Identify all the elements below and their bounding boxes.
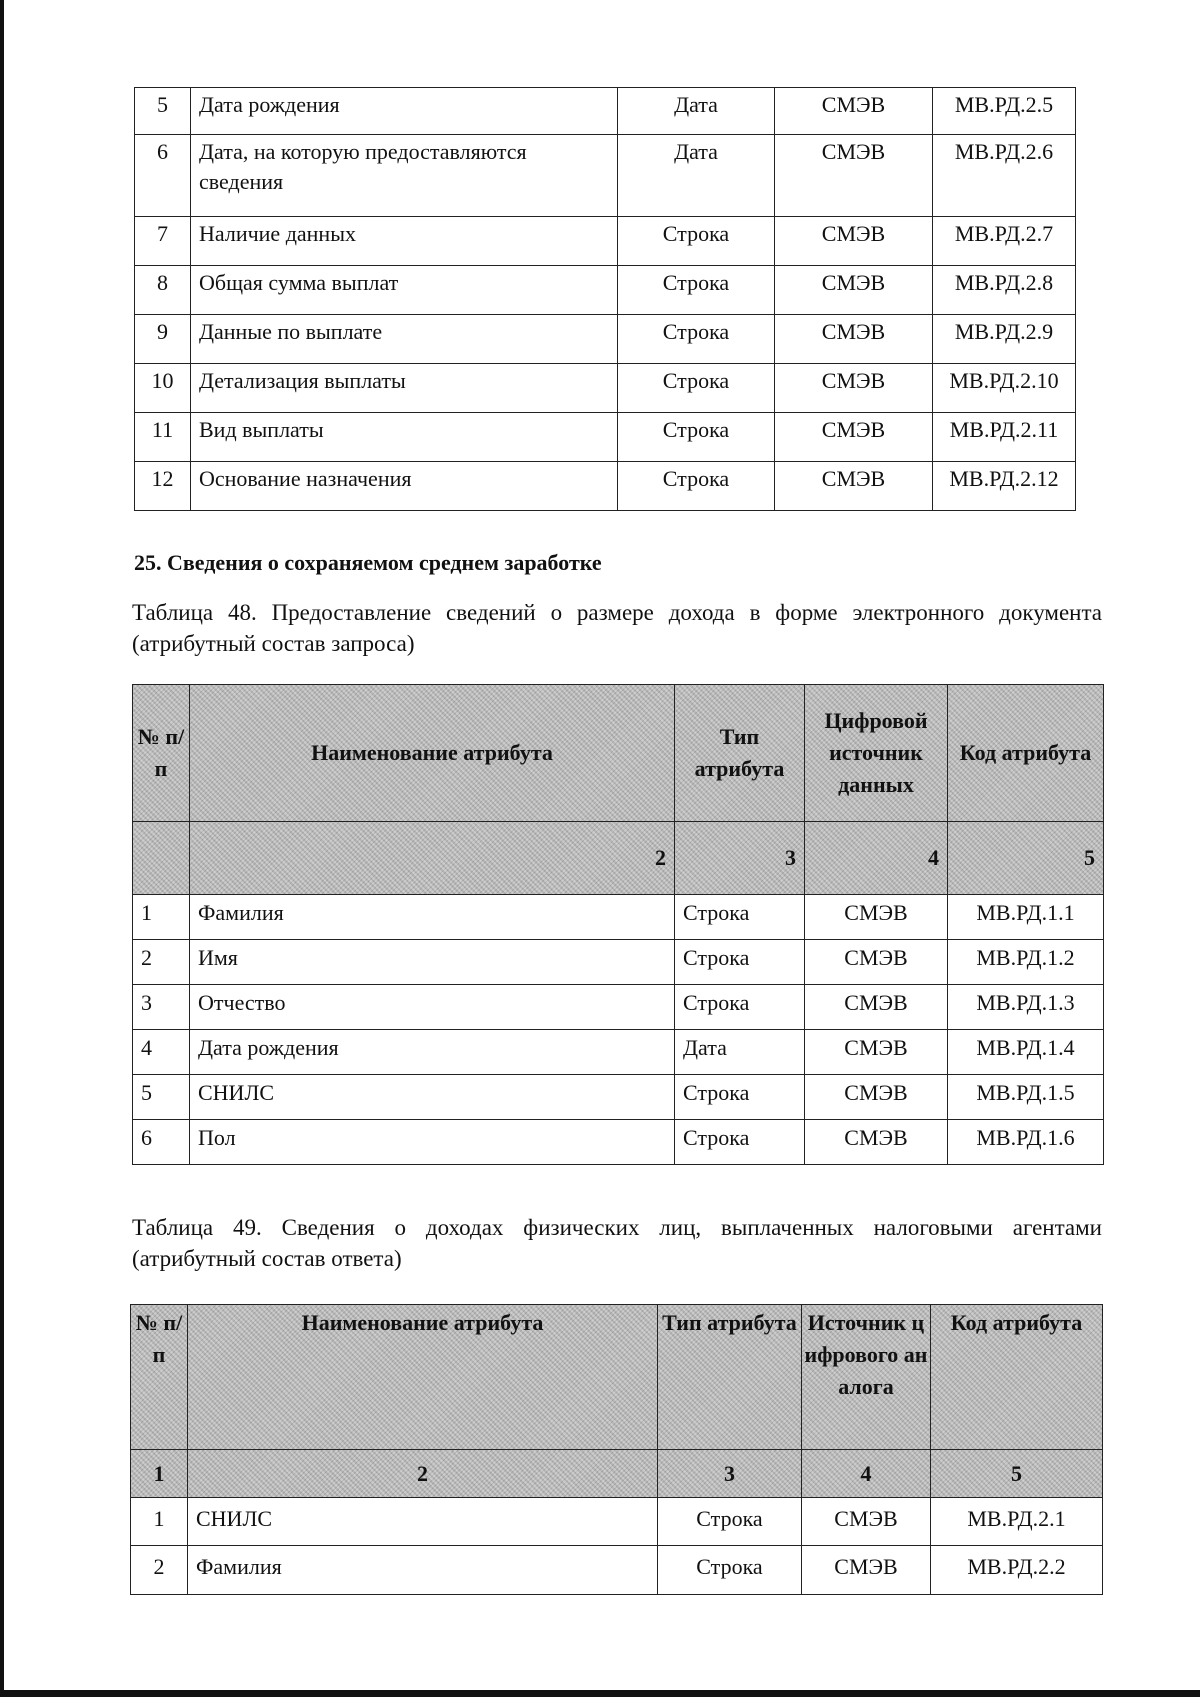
table-row — [133, 940, 1104, 985]
table-row — [131, 1546, 1103, 1595]
cell-attr-name: Дата рождения — [190, 1030, 675, 1075]
header-number-5: 5 — [931, 1450, 1103, 1498]
cell-attr-name: Пол — [190, 1120, 675, 1165]
header-code: Код атрибута — [948, 685, 1104, 822]
cell-attr-type: Строка — [618, 364, 775, 413]
header-number-1: 1 — [131, 1450, 188, 1498]
cell-num: 10 — [135, 364, 191, 413]
cell-code: МВ.РД.1.1 — [948, 895, 1104, 940]
cell-num: 8 — [135, 266, 191, 315]
cell-attr-name: Отчество — [190, 985, 675, 1030]
cell-attr-type: Строка — [618, 217, 775, 266]
header-attr-name: Наименование атрибута — [188, 1305, 658, 1450]
table-row — [133, 985, 1104, 1030]
cell-code: МВ.РД.2.2 — [931, 1546, 1103, 1595]
cell-attr-type: Строка — [618, 266, 775, 315]
cell-code: МВ.РД.1.6 — [948, 1120, 1104, 1165]
table-row — [135, 413, 1076, 462]
cell-attr-name: Фамилия — [188, 1546, 658, 1595]
cell-num: 6 — [133, 1120, 190, 1165]
cell-attr-name: Имя — [190, 940, 675, 985]
header-number-5: 5 — [948, 822, 1104, 895]
cell-code: МВ.РД.2.9 — [933, 315, 1076, 364]
header-source: Цифровой источник данных — [805, 685, 948, 822]
cell-attr-type: Строка — [618, 462, 775, 511]
cell-code: МВ.РД.1.5 — [948, 1075, 1104, 1120]
header-attr-name: Наименование атрибута — [190, 685, 675, 822]
cell-num: 1 — [131, 1498, 188, 1546]
header-number-3: 3 — [658, 1450, 802, 1498]
cell-source: СМЭВ — [775, 364, 933, 413]
cell-attr-name: Вид выплаты — [191, 413, 618, 462]
header-code: Код атрибута — [931, 1305, 1103, 1450]
cell-source: СМЭВ — [805, 895, 948, 940]
cell-code: МВ.РД.1.3 — [948, 985, 1104, 1030]
header-number-2: 2 — [188, 1450, 658, 1498]
header-number-2: 2 — [190, 822, 675, 895]
cell-code: МВ.РД.2.6 — [933, 135, 1076, 217]
cell-attr-type: Строка — [675, 940, 805, 985]
cell-attr-type: Строка — [658, 1546, 802, 1595]
cell-code: МВ.РД.1.4 — [948, 1030, 1104, 1075]
cell-num: 3 — [133, 985, 190, 1030]
cell-attr-type: Строка — [618, 413, 775, 462]
cell-code: МВ.РД.2.7 — [933, 217, 1076, 266]
cell-attr-type: Дата — [675, 1030, 805, 1075]
table-row — [135, 315, 1076, 364]
cell-source: СМЭВ — [775, 413, 933, 462]
cell-attr-name: Детализация выплаты — [191, 364, 618, 413]
cell-num: 2 — [133, 940, 190, 985]
cell-code: МВ.РД.2.11 — [933, 413, 1076, 462]
table-row — [135, 217, 1076, 266]
cell-source: СМЭВ — [775, 135, 933, 217]
table-row — [133, 1120, 1104, 1165]
header-number-3: 3 — [675, 822, 805, 895]
table-continuation — [134, 87, 1076, 511]
cell-source: СМЭВ — [802, 1498, 931, 1546]
cell-source: СМЭВ — [775, 217, 933, 266]
header-attr-type: Тип атрибута — [675, 685, 805, 822]
table-row — [135, 135, 1076, 217]
cell-source: СМЭВ — [805, 1075, 948, 1120]
table-row — [135, 462, 1076, 511]
cell-source: СМЭВ — [775, 462, 933, 511]
cell-code: МВ.РД.2.12 — [933, 462, 1076, 511]
cell-num: 12 — [135, 462, 191, 511]
header-number-4: 4 — [805, 822, 948, 895]
cell-source: СМЭВ — [802, 1546, 931, 1595]
header-attr-type: Тип атрибута — [658, 1305, 802, 1450]
table-48-caption: Таблица 48. Предоставление сведений о размере дохода в форме электронного документа (атрибутный состав запроса) — [132, 600, 1102, 656]
table-49-caption: Таблица 49. Сведения о доходах физических лиц, выплаченных налоговыми агентами (атрибутный состав ответа) — [132, 1215, 1102, 1271]
table-header-row — [131, 1305, 1103, 1450]
table-row — [135, 266, 1076, 315]
cell-num: 1 — [133, 895, 190, 940]
table-number-row — [133, 822, 1104, 895]
cell-attr-name: Наличие данных — [191, 217, 618, 266]
cell-code: МВ.РД.2.10 — [933, 364, 1076, 413]
cell-attr-name: Фамилия — [190, 895, 675, 940]
cell-attr-name: Дата рождения — [191, 88, 618, 135]
table-row — [135, 364, 1076, 413]
cell-attr-type: Строка — [675, 1075, 805, 1120]
cell-num: 5 — [133, 1075, 190, 1120]
table-row — [133, 1030, 1104, 1075]
cell-source: СМЭВ — [805, 985, 948, 1030]
table-number-row — [131, 1450, 1103, 1498]
header-number-4: 4 — [802, 1450, 931, 1498]
cell-num: 5 — [135, 88, 191, 135]
cell-num: 6 — [135, 135, 191, 217]
cell-source: СМЭВ — [805, 1030, 948, 1075]
cell-attr-type: Строка — [618, 315, 775, 364]
cell-source: СМЭВ — [805, 940, 948, 985]
cell-source: СМЭВ — [775, 315, 933, 364]
cell-source: СМЭВ — [775, 88, 933, 135]
cell-code: МВ.РД.1.2 — [948, 940, 1104, 985]
cell-attr-name: СНИЛС — [188, 1498, 658, 1546]
cell-attr-name: Основание назначения — [191, 462, 618, 511]
cell-code: МВ.РД.2.5 — [933, 88, 1076, 135]
cell-num: 11 — [135, 413, 191, 462]
cell-attr-name: Общая сумма выплат — [191, 266, 618, 315]
table-row — [131, 1498, 1103, 1546]
cell-attr-type: Строка — [675, 1120, 805, 1165]
table-header-row — [133, 685, 1104, 822]
cell-num: 2 — [131, 1546, 188, 1595]
cell-num: 7 — [135, 217, 191, 266]
cell-attr-type: Строка — [658, 1498, 802, 1546]
cell-source: СМЭВ — [775, 266, 933, 315]
cell-num: 9 — [135, 315, 191, 364]
table-row — [135, 88, 1076, 135]
cell-attr-name: Данные по выплате — [191, 315, 618, 364]
header-number-1 — [133, 822, 190, 895]
cell-attr-type: Строка — [675, 895, 805, 940]
cell-attr-type: Дата — [618, 135, 775, 217]
header-num: № п/п — [131, 1305, 188, 1450]
header-num: № п/п — [133, 685, 190, 822]
table-48 — [132, 684, 1104, 1165]
table-row — [133, 895, 1104, 940]
scan-edge-bottom — [0, 1690, 1200, 1697]
cell-code: МВ.РД.2.1 — [931, 1498, 1103, 1546]
table-row — [133, 1075, 1104, 1120]
cell-attr-type: Дата — [618, 88, 775, 135]
header-source: Источник цифрового аналога — [802, 1305, 931, 1450]
table-49 — [130, 1304, 1103, 1595]
cell-code: МВ.РД.2.8 — [933, 266, 1076, 315]
cell-num: 4 — [133, 1030, 190, 1075]
cell-attr-name: СНИЛС — [190, 1075, 675, 1120]
cell-source: СМЭВ — [805, 1120, 948, 1165]
cell-attr-name: Дата, на которую предоставляются сведения — [191, 135, 618, 217]
scan-edge-left — [0, 0, 4, 1697]
cell-attr-type: Строка — [675, 985, 805, 1030]
section-heading: 25. Сведения о сохраняемом среднем заработке — [134, 550, 602, 575]
